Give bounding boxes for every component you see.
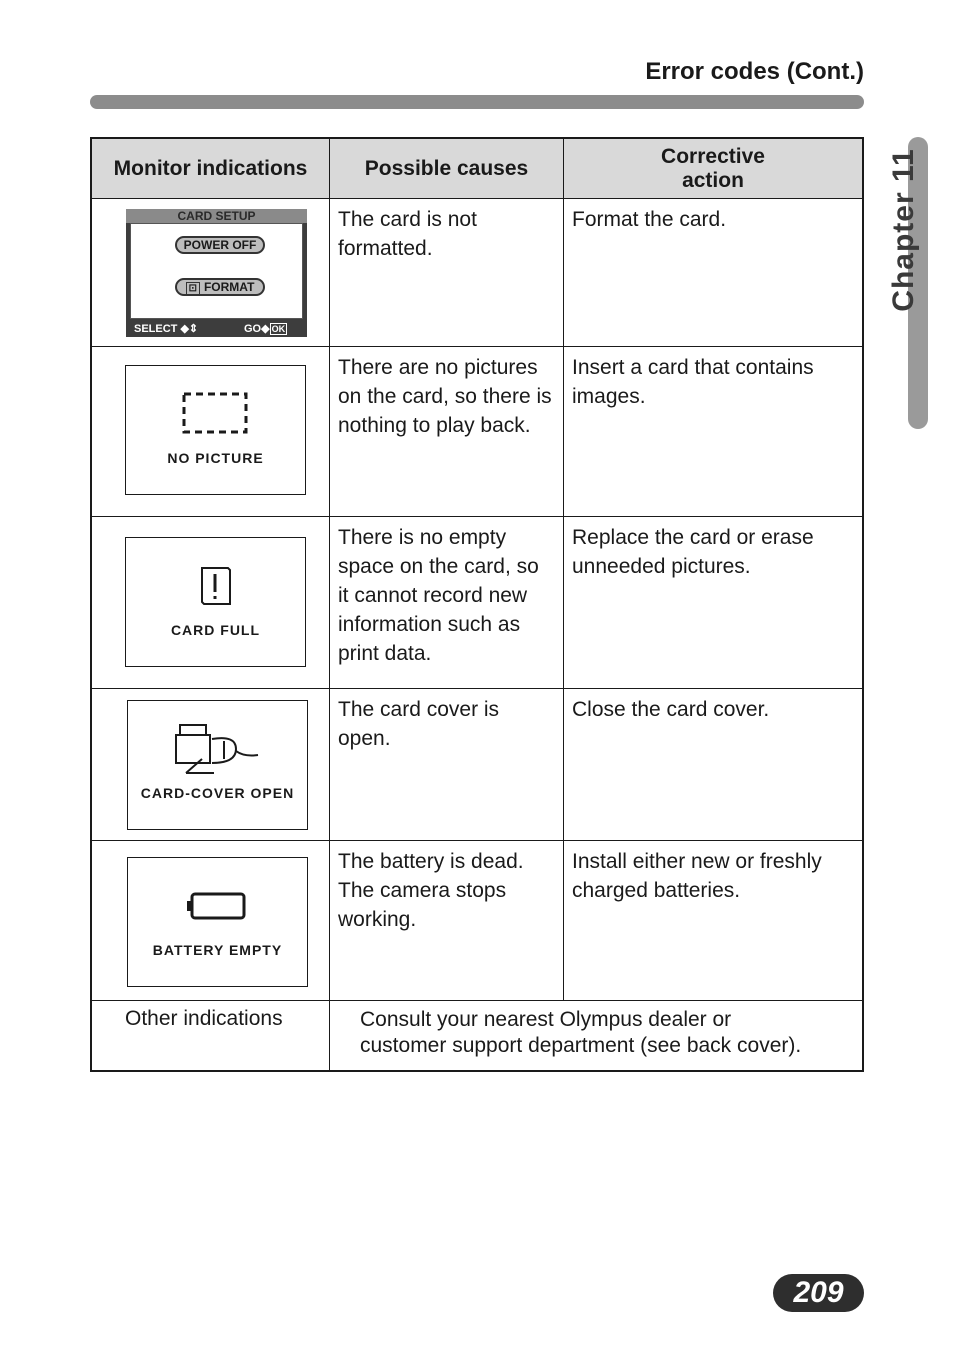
lcd-message: CARD-COVER OPEN	[140, 785, 295, 801]
other-indications-label: Other indications	[92, 1001, 330, 1070]
lcd-screen	[127, 857, 308, 987]
table-row	[92, 841, 862, 1001]
monitor-indication-cell	[92, 517, 330, 688]
column-header-causes: Possible causes	[330, 139, 564, 198]
monitor-indication-cell	[92, 199, 330, 346]
screen-menu	[130, 223, 303, 319]
corrective-action: Insert a card that contains images.	[572, 356, 814, 408]
select-hint: SELECT ◆⇕	[134, 323, 199, 335]
possible-cause: There is no empty space on the card, so it cannot record new information such as print data.	[330, 517, 564, 688]
possible-cause: The card cover is open.	[330, 689, 564, 840]
corrective-action: Close the card cover.	[572, 698, 770, 721]
chapter-label: Chapter 11	[887, 148, 920, 312]
monitor-indication-cell	[92, 841, 330, 1000]
lcd-screen	[125, 537, 306, 667]
lcd-screen	[127, 700, 308, 830]
section-title: Error codes (Cont.)	[645, 58, 864, 85]
possible-cause: The battery is dead. The camera stops working.	[330, 841, 564, 1000]
error-codes-table	[90, 137, 864, 1072]
page-number: 209	[773, 1274, 864, 1312]
monitor-indication-cell	[92, 347, 330, 516]
table-row	[92, 689, 862, 841]
card-cover-open-icon	[128, 715, 309, 795]
column-header-action: Corrective action	[564, 139, 862, 198]
header-rule	[90, 95, 864, 109]
trash-icon: ⊡	[186, 282, 200, 295]
possible-cause: There are no pictures on the card, so there is nothing to play back.	[330, 347, 564, 516]
other-indications-text: Consult your nearest Olympus dealer or customer support department (see back cover).	[360, 1008, 802, 1057]
card-setup-screen	[126, 209, 307, 337]
monitor-indication-cell	[92, 689, 330, 840]
lcd-message: CARD FULL	[170, 622, 261, 638]
go-arrow-icon: ◆	[261, 323, 270, 335]
column-header-monitor: Monitor indications	[92, 139, 330, 198]
corrective-action: Replace the card or erase unneeded pictures.	[572, 526, 814, 578]
table-header-row	[92, 139, 862, 199]
power-off-option: POWER OFF	[175, 236, 265, 254]
table-row	[92, 199, 862, 347]
lcd-screen	[125, 365, 306, 495]
screen-footer	[126, 321, 307, 337]
screen-title: CARD SETUP	[126, 209, 307, 223]
go-hint: GO◆ OK	[244, 323, 286, 335]
table-row	[92, 347, 862, 517]
lcd-message: BATTERY EMPTY	[152, 942, 283, 958]
possible-cause: The card is not formatted.	[330, 199, 564, 346]
table-row	[92, 517, 862, 689]
format-option: ⊡ FORMAT	[175, 278, 265, 296]
table-row-other	[92, 1001, 862, 1070]
corrective-action: Format the card.	[572, 208, 727, 231]
corrective-action: Install either new or freshly charged batteries.	[572, 850, 822, 902]
select-arrows-icon: ◆⇕	[177, 323, 199, 335]
lcd-message: NO PICTURE	[167, 450, 264, 466]
